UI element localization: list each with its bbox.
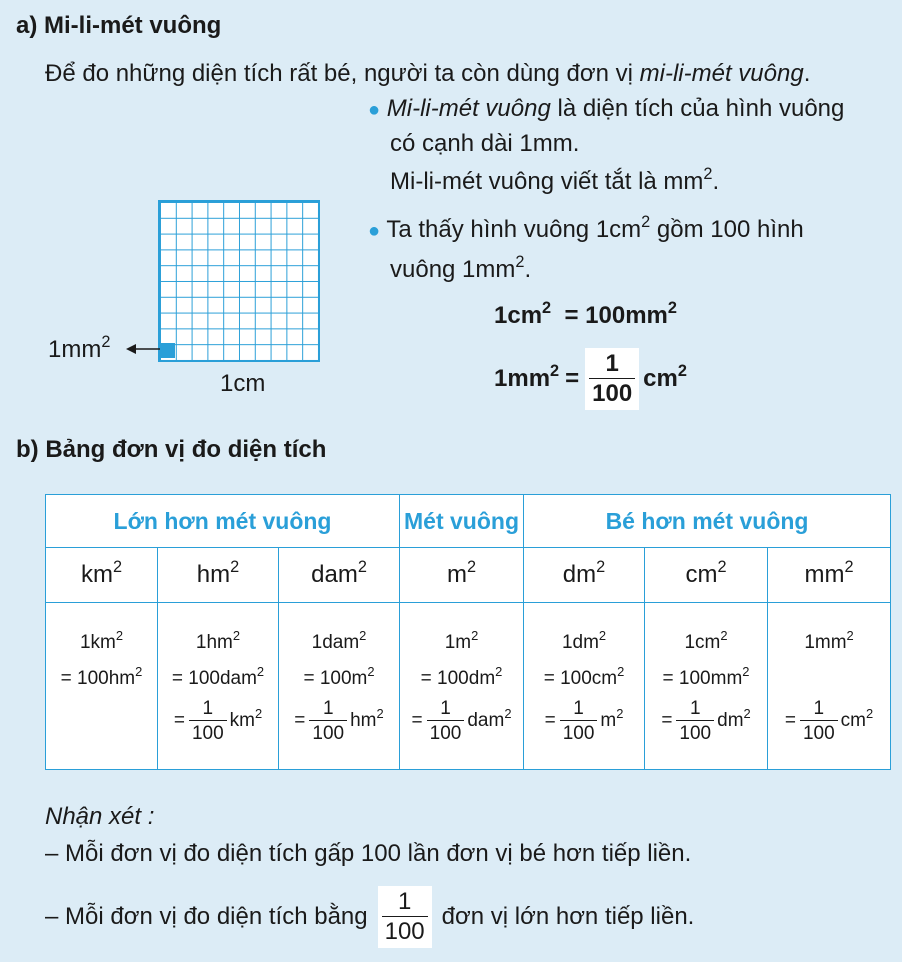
category-larger: Lớn hơn mét vuông [46, 495, 400, 548]
conversion-cell [158, 603, 279, 770]
bullet1-rest: là diện tích của hình vuông [550, 95, 845, 122]
notes-line2-before: – Mỗi đơn vị đo diện tích bằng [45, 902, 368, 930]
conversion-cell [524, 603, 645, 770]
superscript: 2 [720, 628, 728, 643]
conv-frac-unit: dam [467, 710, 505, 732]
bullet1-line3-text: Mi-li-mét vuông viết tắt là mm [390, 168, 704, 195]
bullet1-italic: Mi-li-mét vuông [386, 95, 551, 122]
mm2-label [48, 332, 111, 365]
intro-before: Để đo những diện tích rất bé, người ta còn dùng đơn vị [45, 60, 640, 87]
superscript: 2 [230, 557, 240, 576]
notes-line-1: – Mỗi đơn vị đo diện tích gấp 100 lần đơn vị bé hơn tiếp liền. [45, 840, 692, 867]
superscript: 2 [359, 628, 367, 643]
conversion-cell [46, 603, 158, 770]
fraction-numerator: 1 [573, 698, 584, 720]
superscript: 2 [357, 557, 367, 576]
fraction-numerator: 1 [813, 698, 825, 720]
conv-frac-unit: hm [350, 710, 377, 732]
conv-value: 1mm [804, 632, 847, 653]
conv-line-3 [158, 699, 278, 743]
conv-fraction [427, 699, 465, 743]
unit-header [46, 548, 158, 603]
conv-frac-unit: km [229, 710, 255, 732]
conv-value: = 100mm [662, 668, 743, 690]
bullet2-b: gồm 100 hình [650, 216, 804, 243]
conv-line-1 [645, 625, 767, 661]
equation-2 [494, 348, 687, 410]
superscript: 2 [376, 706, 384, 722]
conversion-cell [400, 603, 524, 770]
fraction-numerator: 1 [397, 888, 412, 915]
superscript: 2 [367, 664, 375, 680]
superscript: 2 [115, 628, 124, 643]
bullet2-line2-end: . [524, 256, 532, 283]
conv-equals: = [784, 710, 796, 732]
superscript: 2 [495, 664, 503, 680]
conv-equals: = [411, 710, 423, 732]
intro-text [45, 60, 810, 89]
superscript: 2 [256, 664, 265, 680]
fraction-denominator: 100 [382, 916, 428, 944]
superscript: 2 [598, 628, 607, 643]
notes-line2-after: đơn vị lớn hơn tiếp liền. [441, 902, 695, 930]
superscript: 2 [232, 628, 241, 643]
conv-line-3 [524, 699, 644, 743]
conv-value: 1dam [311, 632, 360, 653]
conv-line-1 [158, 625, 278, 661]
fraction-denominator: 100 [309, 720, 347, 743]
bullet-dot-icon: ● [368, 99, 381, 121]
conv-value: = 100dm [420, 668, 496, 690]
bullet-2 [368, 212, 804, 245]
superscript: 2 [742, 664, 750, 680]
notes-heading: Nhận xét : [45, 803, 155, 830]
superscript: 2 [471, 628, 479, 643]
bullet-dot-icon: ● [368, 220, 381, 242]
conv-frac-unit: dm [717, 710, 744, 732]
superscript: 2 [616, 706, 624, 722]
conv-line-1 [46, 625, 157, 661]
intro-after: . [803, 60, 811, 87]
eq2-equals: = [565, 364, 580, 392]
superscript: 2 [677, 361, 687, 380]
unit-name: cm [685, 561, 718, 588]
fraction-denominator: 100 [589, 378, 635, 406]
eq2-fraction [585, 348, 639, 410]
unit-header [524, 548, 645, 603]
bullet2-a: Ta thấy hình vuông 1cm [386, 216, 642, 243]
conv-fraction [309, 699, 347, 743]
fraction-denominator: 100 [427, 720, 465, 743]
superscript: 2 [846, 628, 854, 643]
eq1-left: 1cm [494, 302, 543, 329]
superscript: 2 [515, 252, 525, 271]
fraction-numerator: 1 [440, 698, 451, 720]
bullet1-line3 [390, 164, 720, 197]
superscript: 2 [703, 164, 713, 183]
fraction-denominator: 100 [800, 720, 838, 743]
conv-frac-unit: m [600, 710, 617, 732]
bullet-1 [368, 95, 844, 124]
fraction-numerator: 1 [689, 698, 701, 720]
fraction-numerator: 1 [202, 698, 214, 720]
conv-value: 1hm [195, 632, 233, 653]
unit-header [645, 548, 768, 603]
conversion-row [46, 603, 891, 770]
superscript: 2 [135, 664, 143, 680]
cm-label: 1cm [220, 370, 266, 397]
superscript: 2 [101, 332, 111, 351]
conv-line-3 [400, 699, 523, 743]
conv-equals: = [294, 710, 306, 732]
superscript: 2 [596, 557, 606, 576]
mm2-label-text: 1mm [48, 336, 102, 363]
cm-square-grid [158, 200, 320, 362]
conv-fraction [676, 699, 714, 743]
unit-header [400, 548, 524, 603]
conv-value: = 100m [303, 668, 368, 690]
fraction-denominator: 100 [676, 720, 714, 743]
equation-1 [494, 298, 677, 331]
conv-equals: = [173, 710, 185, 732]
eq2-unit: cm [643, 364, 678, 392]
fraction-numerator: 1 [605, 350, 619, 377]
superscript: 2 [717, 557, 727, 576]
conv-value: 1cm [684, 632, 721, 653]
arrow-left-icon [124, 342, 162, 356]
section-b-title: b) Bảng đơn vị đo diện tích [16, 436, 327, 463]
conv-value: = 100dam [171, 668, 257, 690]
superscript: 2 [667, 298, 677, 317]
conversion-cell [279, 603, 400, 770]
unit-name: km [80, 561, 113, 588]
category-square-meter: Mét vuông [400, 495, 524, 548]
conv-fraction [800, 699, 838, 743]
conv-frac-unit: cm [840, 710, 866, 732]
fraction-denominator: 100 [560, 720, 598, 743]
unit-header [279, 548, 400, 603]
conv-line-2 [158, 661, 278, 697]
conv-line-3 [279, 699, 399, 743]
unit-header [768, 548, 891, 603]
conv-value: 1dm [561, 632, 599, 653]
conv-line-2-empty [768, 661, 890, 697]
superscript: 2 [866, 706, 874, 722]
conv-line-3 [768, 699, 890, 743]
conv-line-1 [768, 625, 890, 661]
superscript: 2 [844, 557, 854, 576]
unit-name: hm [196, 561, 231, 588]
superscript: 2 [254, 706, 263, 722]
conv-value: 1km [79, 632, 116, 653]
conversion-cell [768, 603, 891, 770]
unit-header [158, 548, 279, 603]
superscript: 2 [466, 557, 477, 576]
fraction-denominator: 100 [189, 720, 227, 743]
superscript: 2 [743, 706, 751, 722]
conv-line-1 [400, 625, 523, 661]
conv-line-3 [645, 699, 767, 743]
superscript: 2 [112, 557, 123, 576]
eq1-right: = 100mm [564, 302, 668, 329]
conv-fraction [189, 699, 227, 743]
conv-line-1 [524, 625, 644, 661]
superscript: 2 [641, 212, 651, 231]
conv-fraction [560, 699, 598, 743]
conv-line-2 [46, 661, 157, 697]
notes-fraction [378, 886, 432, 948]
conv-line-2 [524, 661, 644, 697]
superscript: 2 [550, 361, 560, 380]
eq2-left: 1mm [494, 364, 551, 392]
conv-line-1 [279, 625, 399, 661]
unit-name: mm [804, 561, 845, 588]
superscript: 2 [504, 706, 512, 722]
conv-equals: = [544, 710, 556, 732]
bullet1-line2: có cạnh dài 1mm. [390, 130, 580, 157]
mm-square-highlight [160, 343, 175, 358]
conv-line-2 [645, 661, 767, 697]
bullet2-line2-text: vuông 1mm [390, 256, 516, 283]
intro-italic: mi-li-mét vuông [639, 60, 804, 87]
area-units-table [45, 494, 891, 770]
conv-line-2 [400, 661, 523, 697]
conv-value: = 100cm [543, 668, 618, 690]
bullet2-line2 [390, 252, 532, 285]
conv-value: 1m [444, 632, 472, 653]
conv-equals: = [661, 710, 673, 732]
superscript: 2 [617, 664, 625, 680]
conv-value: = 100hm [60, 668, 136, 690]
conv-line-2 [279, 661, 399, 697]
unit-name: dam [311, 561, 358, 588]
fraction-numerator: 1 [322, 698, 334, 720]
bullet1-line3-end: . [712, 168, 720, 195]
notes-line-2 [45, 886, 694, 948]
conversion-cell [645, 603, 768, 770]
superscript: 2 [542, 298, 552, 317]
section-a-title: a) Mi-li-mét vuông [16, 12, 222, 39]
unit-name: dm [562, 561, 597, 588]
unit-name: m [446, 561, 467, 588]
category-smaller: Bé hơn mét vuông [524, 495, 891, 548]
